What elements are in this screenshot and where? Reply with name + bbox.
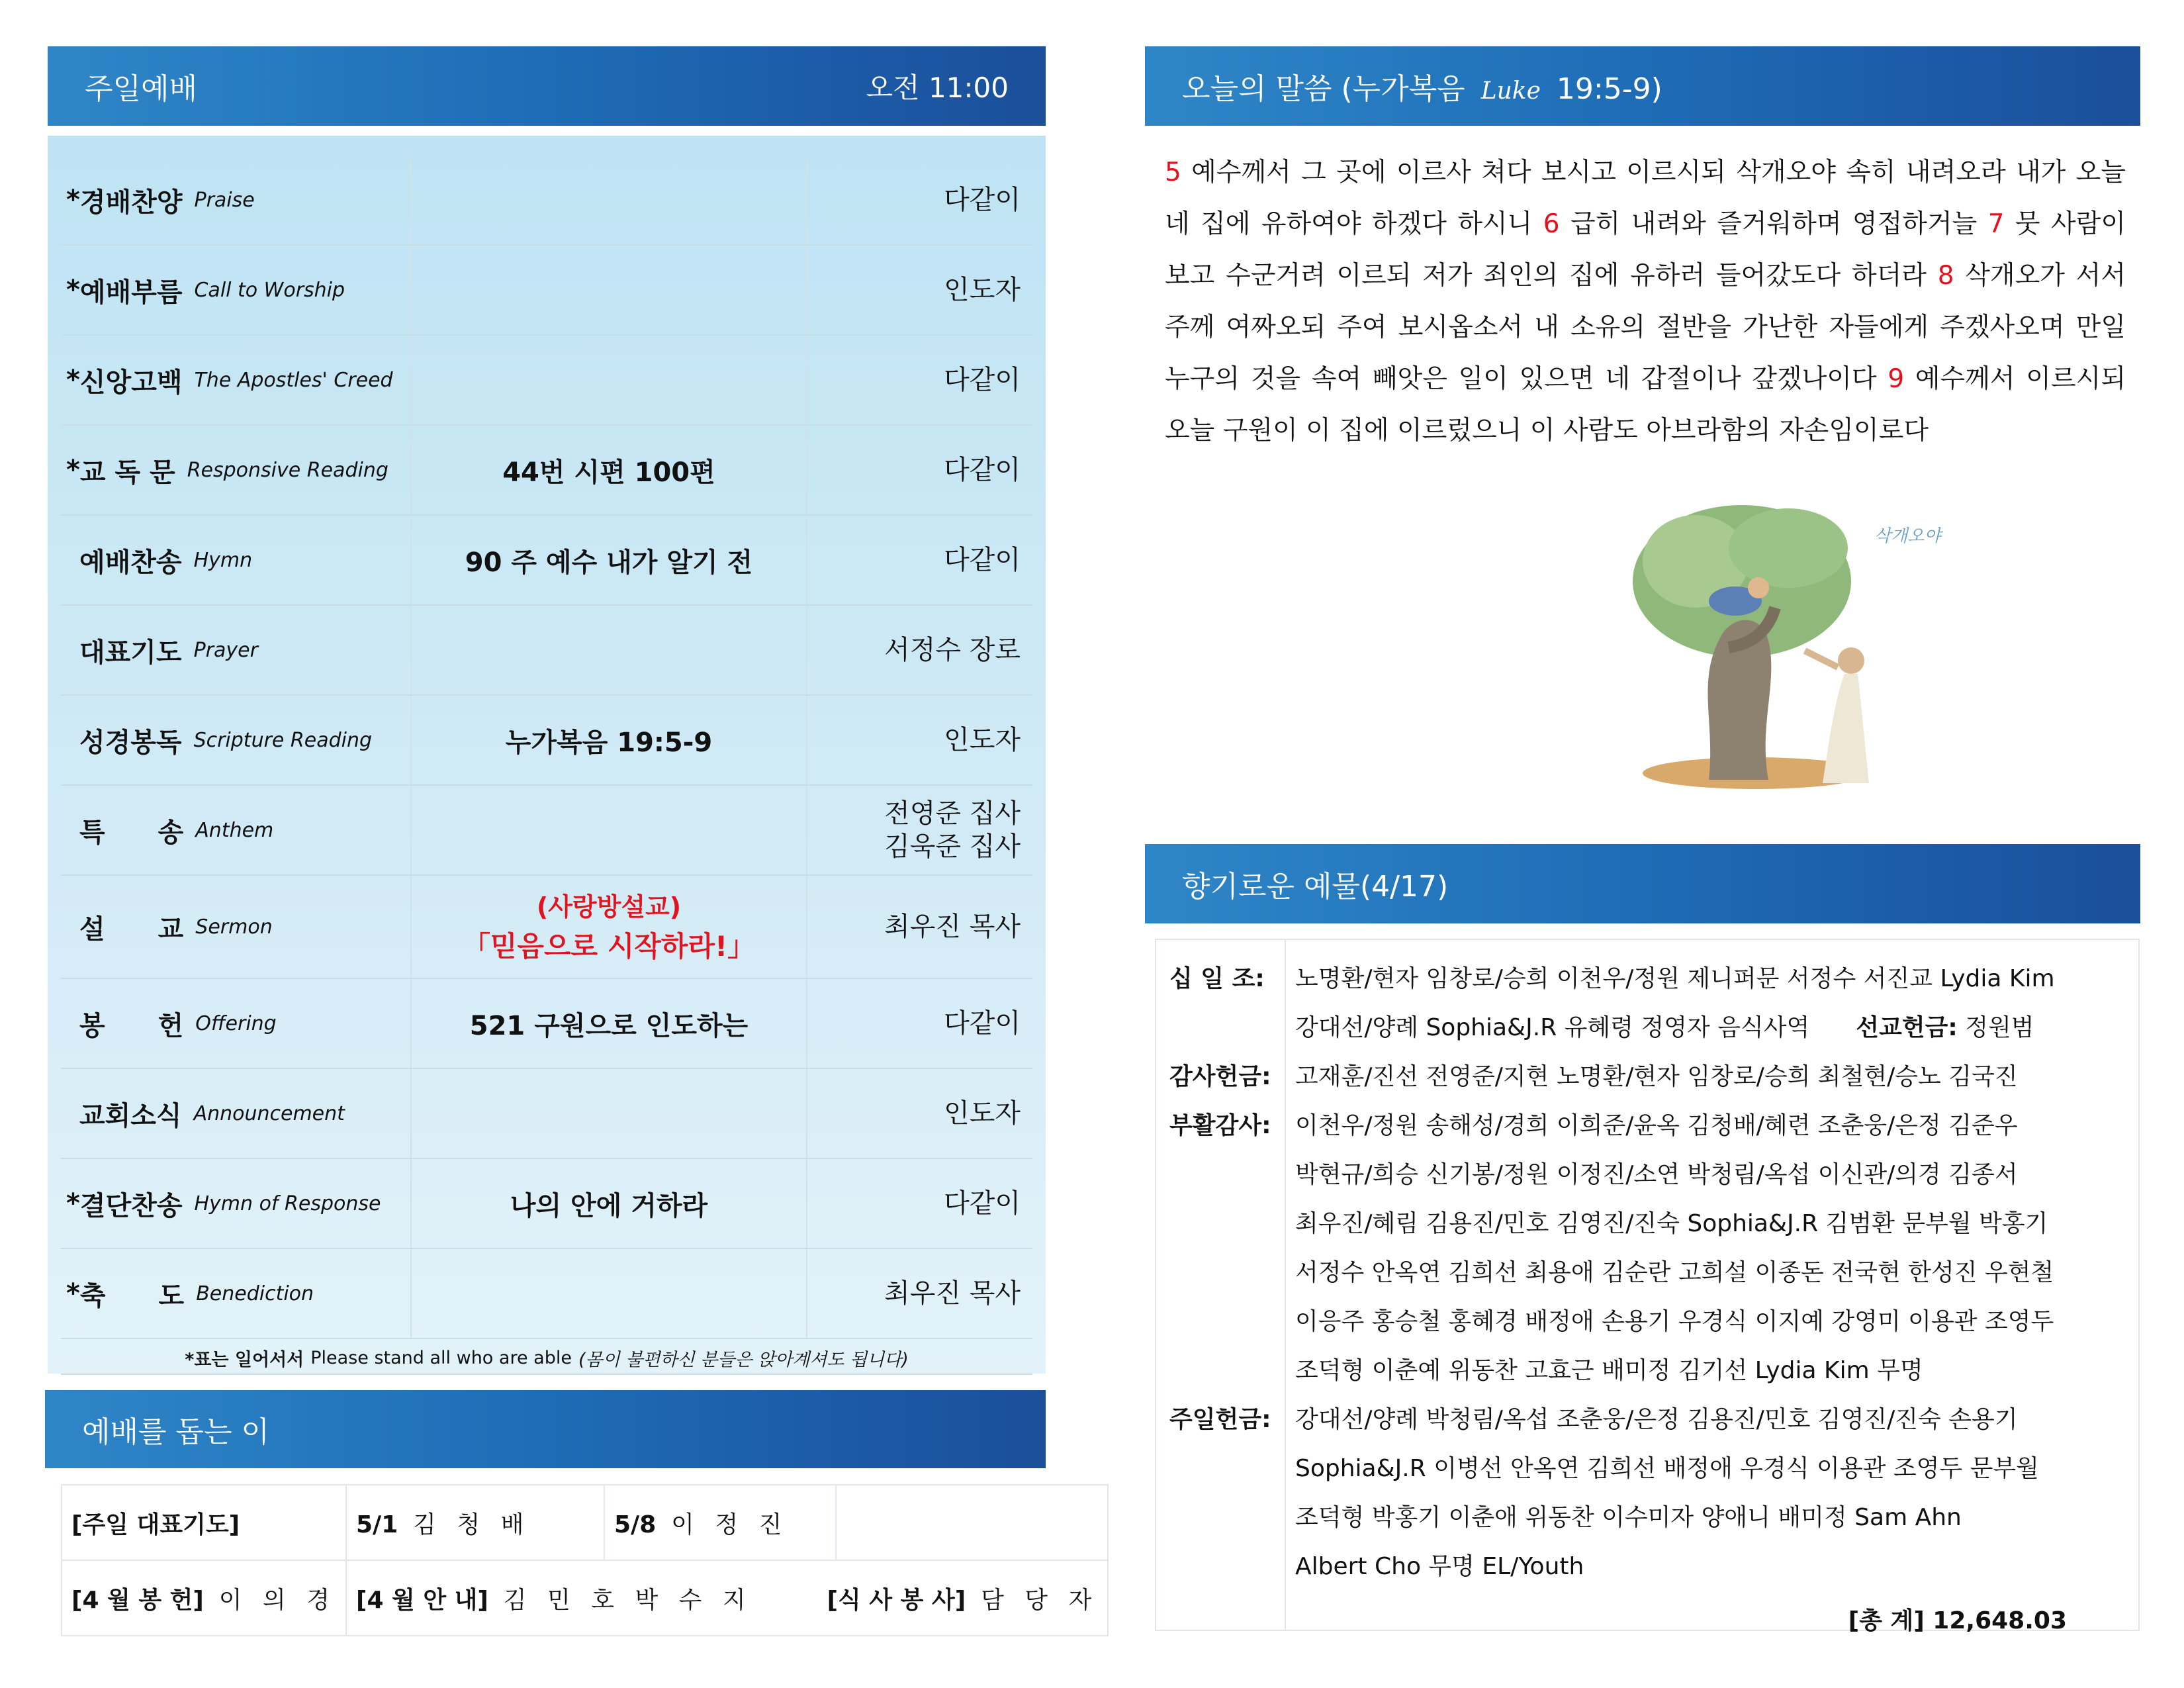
stand-marker: *: [66, 365, 80, 395]
scripture-banner: [1145, 46, 2140, 126]
order-item-english: Hymn of Response: [194, 1192, 381, 1215]
prayer-may1: [346, 1485, 604, 1560]
order-item-detail: [412, 336, 807, 424]
name-may8: 이 정 진: [671, 1511, 789, 1538]
mission-names: 정원범: [1957, 1014, 2034, 1041]
order-row: [61, 516, 1032, 606]
easter-names: 이응주 홍승철 홍혜경 배정애 손용기 우경식 이지예 강영미 이용관 조영두: [1295, 1308, 2054, 1335]
order-item-korean: 성경봉독: [79, 727, 182, 758]
order-item-detail: [412, 246, 807, 334]
helpers-row-service: [62, 1560, 1108, 1636]
verse-text: 삭개오가 서서 주께 여짜오되 주여 보시옵소서 내 소유의 절반을 가난한 자들에게 주겠사오며 만일 누구의 것을 속여 빼앗은 일이 있으면 네 갑절이나 갚겠나이다: [1165, 261, 2126, 394]
offering-total: [총 계] 12,648.03: [1848, 1607, 2067, 1634]
verse-number: 6: [1543, 209, 1570, 239]
order-item-leader: [807, 246, 1032, 334]
order-item: [61, 786, 412, 874]
scripture-title: [1182, 65, 1662, 107]
order-row: [61, 696, 1032, 786]
date-may1: 5/1: [356, 1511, 398, 1538]
mission-label: 선교헌금:: [1856, 1014, 1958, 1041]
prayer-may8: [604, 1485, 836, 1560]
order-item-english: Scripture Reading: [193, 728, 373, 752]
sermon-title: (사랑방설교): [536, 892, 682, 921]
meal-label: [식 사 봉 사]: [827, 1586, 966, 1614]
easter-names: 최우진/혜림 김용진/민호 김영진/진숙 Sophia&J.R 김범환 문부월 박홍기: [1295, 1210, 2048, 1237]
order-item-detail: [412, 1249, 807, 1338]
stand-marker: *: [66, 455, 80, 485]
leader-name: 김욱준 집사: [884, 831, 1021, 862]
illustration-caption: 삭개오야: [1874, 526, 1941, 546]
name-may1: 김 청 배: [413, 1511, 531, 1538]
leader-name: 다같이: [944, 185, 1021, 215]
helpers-table: [61, 1484, 1109, 1636]
order-item-detail: 521 구원으로 인도하는: [412, 979, 807, 1068]
worship-time: 오전 11:00: [866, 71, 1009, 104]
order-item-korean: 특 송: [79, 817, 184, 848]
order-row: [61, 1069, 1032, 1159]
order-item-leader: [807, 979, 1032, 1068]
leader-name: 다같이: [944, 455, 1021, 485]
verse-text: 예수께서 이르시되 오늘 구원이 이 집에 이르렀으니 이 사람도 아브라함의 자손임이로다: [1165, 364, 2126, 445]
order-item-english: Offering: [195, 1011, 277, 1035]
order-row: [61, 876, 1032, 979]
leader-name: 다같이: [944, 1008, 1021, 1039]
order-item-detail: 나의 안에 거하라: [412, 1159, 807, 1248]
order-item-detail: [412, 1069, 807, 1158]
order-item-english: Sermon: [195, 915, 273, 939]
leader-name: 최우진 목사: [884, 1278, 1021, 1309]
verse-text: 예수께서 그 곳에 이르사 쳐다 보시고 이르시되 삭개오야 속히 내려오라 내가 오늘 네 집에 유하여야 하겠다 하시니: [1165, 158, 2126, 239]
order-item-korean: 예배부름: [79, 277, 183, 308]
order-item: [61, 606, 412, 694]
usher-label: [4 월 안 내]: [356, 1586, 488, 1614]
helpers-title: 예배를 돕는 이: [82, 1415, 269, 1449]
sermon-title: 「믿음으로 시작하라!」: [462, 930, 756, 962]
order-item-detail: 90 주 예수 내가 알기 전: [412, 516, 807, 604]
order-item: [61, 1249, 412, 1338]
stand-marker: *: [66, 185, 80, 215]
verse-number: 7: [1987, 209, 2015, 239]
offering-category: 감사헌금:: [1169, 1063, 1271, 1090]
offering-banner: [1145, 844, 2140, 923]
note-bold: *표는 일어서서: [185, 1349, 304, 1370]
order-item: [61, 156, 412, 244]
easter-names: 조덕형 이춘예 위동찬 고효근 배미정 김기선 Lydia Kim 무명: [1295, 1357, 1923, 1384]
order-item-korean: 신앙고백: [79, 367, 183, 398]
sunday-names: Albert Cho 무명 EL/Youth: [1295, 1553, 1584, 1580]
stand-marker: *: [66, 1188, 80, 1219]
date-may8: 5/8: [614, 1511, 657, 1538]
order-item: [61, 1069, 412, 1158]
order-item-leader: [807, 606, 1032, 694]
worship-title: 주일예배: [85, 72, 198, 106]
order-item-leader: [807, 426, 1032, 514]
scripture-text: [1165, 147, 2126, 457]
verse-text: 급히 내려와 즐거워하며 영접하거늘: [1570, 209, 1988, 239]
order-row: [61, 246, 1032, 336]
scripture-title-en: Luke: [1480, 77, 1541, 105]
order-item-english: Responsive Reading: [187, 458, 388, 482]
order-item: [61, 876, 412, 978]
tithe-names: 강대선/양례 Sophia&J.R 유혜령 정영자 음식사역 선교헌금: 정원범: [1295, 1014, 2034, 1041]
worship-banner: [48, 46, 1046, 126]
order-item: [61, 246, 412, 334]
order-item-english: Call to Worship: [194, 278, 345, 302]
order-item-english: The Apostles' Creed: [194, 368, 393, 392]
zacchaeus-illustration: [1636, 502, 1941, 796]
order-row: [61, 1159, 1032, 1249]
verse-number: 8: [1937, 261, 1966, 291]
order-item-leader: [807, 516, 1032, 604]
stand-marker: *: [66, 275, 80, 305]
order-item-leader: [807, 1159, 1032, 1248]
prayer-label: [주일 대표기도]: [62, 1485, 346, 1560]
order-row: [61, 1249, 1032, 1339]
leader-name: 인도자: [944, 725, 1021, 755]
tithe-names: 노명환/현자 임창로/승희 이천우/정원 제니퍼문 서정수 서진교 Lydia Kim: [1295, 965, 2055, 992]
order-item-leader: [807, 696, 1032, 784]
note-text: Please stand all who are able: [310, 1347, 572, 1368]
order-item-leader: [807, 876, 1032, 978]
order-item-english: Anthem: [195, 818, 274, 842]
scripture-title-ref: 19:5-9): [1556, 72, 1662, 106]
verse-number: 9: [1888, 364, 1915, 394]
order-item-leader: [807, 156, 1032, 244]
order-item-english: Hymn: [193, 548, 253, 572]
helpers-banner: [45, 1390, 1046, 1468]
leader-name: 서정수 장로: [884, 635, 1021, 665]
order-item: [61, 696, 412, 784]
order-row: [61, 606, 1032, 696]
standing-note: [61, 1342, 1032, 1375]
order-item-detail: 누가복음 19:5-9: [412, 696, 807, 784]
helpers-row-prayer: [62, 1485, 1108, 1560]
order-item-korean: 축 도: [79, 1280, 185, 1311]
sunday-names: Sophia&J.R 이병선 안옥연 김희선 배정애 우경식 이용관 조영두 문부월: [1295, 1455, 2039, 1482]
leader-name: 전영준 집사: [884, 798, 1021, 829]
order-item-korean: 경배찬양: [79, 187, 183, 218]
order-item-leader: [807, 1249, 1032, 1338]
order-item: [61, 516, 412, 604]
note-italic: (몸이 불편하신 분들은 앉아계셔도 됩니다): [578, 1349, 909, 1370]
offering-helper-name: 이 의 경: [218, 1586, 336, 1614]
scripture-title-ko: 오늘의 말씀 (누가복음: [1182, 72, 1465, 106]
offering-helper-label: [4 월 봉 헌]: [71, 1586, 204, 1614]
leader-name: 인도자: [944, 1098, 1021, 1129]
order-item-detail: [412, 156, 807, 244]
order-item-korean: 설 교: [79, 914, 184, 945]
leader-name: 다같이: [944, 1188, 1021, 1219]
order-item-korean: 교 독 문: [79, 457, 175, 488]
order-item-detail: 44번 시편 100편: [412, 426, 807, 514]
meal-name: 담 당 자: [981, 1586, 1099, 1614]
leader-name: 다같이: [944, 545, 1021, 575]
order-item-korean: 교회소식: [79, 1100, 182, 1131]
order-item-leader: [807, 1069, 1032, 1158]
order-item: [61, 1159, 412, 1248]
sunday-names: 조덕형 박홍기 이춘애 위동찬 이수미자 양애니 배미정 Sam Ahn: [1295, 1504, 1962, 1531]
order-row: [61, 786, 1032, 876]
easter-names: 박현규/희승 신기봉/정원 이정진/소연 박청림/옥섭 이신관/의경 김종서: [1295, 1161, 2018, 1188]
easter-names: 서정수 안옥연 김희선 최용애 김순란 고희설 이종돈 전국현 한성진 우현철: [1295, 1259, 2054, 1286]
order-item-korean: 봉 헌: [79, 1010, 184, 1041]
order-item-english: Praise: [194, 188, 255, 212]
order-row: [61, 336, 1032, 426]
empty-cell: [836, 1485, 1108, 1560]
order-item-english: Announcement: [193, 1102, 345, 1125]
offering-category: 부활감사:: [1169, 1112, 1271, 1139]
order-of-worship: [48, 136, 1046, 1374]
order-row: [61, 426, 1032, 516]
easter-names: 이천우/정원 송해성/경희 이희준/윤옥 김청배/혜련 조춘웅/은정 김준우: [1295, 1112, 2018, 1139]
order-item-english: Benediction: [196, 1282, 314, 1305]
order-item-korean: 예배찬송: [79, 547, 182, 578]
offering-divider: [1285, 940, 1286, 1630]
order-row: [61, 156, 1032, 246]
offering-category: 주일헌금:: [1169, 1406, 1271, 1433]
order-item-korean: 결단찬송: [79, 1190, 183, 1221]
order-item-leader: [807, 336, 1032, 424]
offering-list: [1155, 939, 2140, 1634]
order-row: [61, 979, 1032, 1069]
order-item-leader: [807, 786, 1032, 874]
usher-names: 김 민 호 박 수 지: [503, 1586, 752, 1614]
order-item-detail: [412, 876, 807, 978]
leader-name: 인도자: [944, 275, 1021, 305]
order-item-korean: 대표기도: [79, 637, 182, 668]
offering-helper: [62, 1560, 346, 1636]
order-item-detail: [412, 606, 807, 694]
stand-marker: *: [66, 1278, 80, 1309]
leader-name: 최우진 목사: [884, 912, 1021, 942]
offering-title: 향기로운 예물(4/17): [1182, 870, 1449, 904]
order-item: [61, 336, 412, 424]
sunday-names: 강대선/양례 박청림/옥섭 조춘웅/은정 김용진/민호 김영진/진숙 손용기: [1295, 1406, 2018, 1433]
offering-category: 십 일 조:: [1169, 965, 1265, 992]
order-item-detail: [412, 786, 807, 874]
thanks-names: 고재훈/진선 전영준/지현 노명환/현자 임창로/승희 최철현/승노 김국진: [1295, 1063, 2018, 1090]
order-item: [61, 426, 412, 514]
leader-name: 다같이: [944, 365, 1021, 395]
order-item-english: Prayer: [193, 638, 258, 662]
verse-number: 5: [1165, 158, 1192, 187]
order-item: [61, 979, 412, 1068]
verse-text: 뭇 사람이 보고 수군거려 이르되 저가 죄인의 집에 유하러 들어갔도다 하더라: [1165, 209, 2126, 291]
usher-and-meal: [346, 1560, 1108, 1636]
